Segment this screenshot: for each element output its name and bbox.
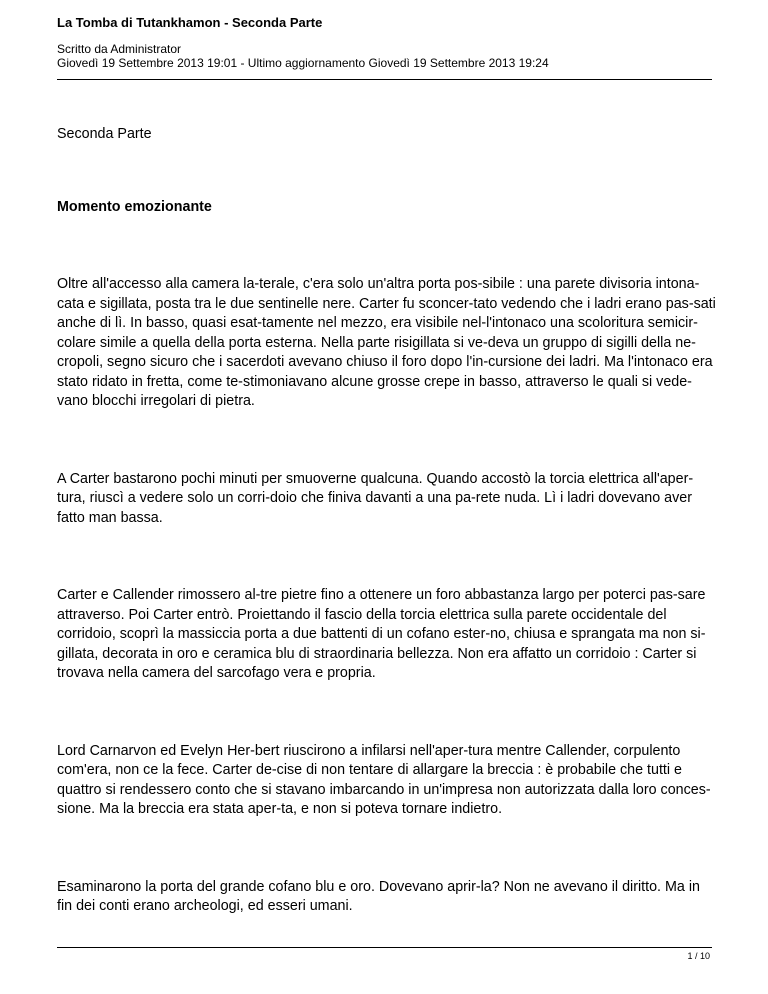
date-line: Giovedì 19 Settembre 2013 19:01 - Ultimo aggiornamento Giovedì 19 Settembre 2013 19:24 xyxy=(57,56,549,70)
header-divider xyxy=(57,79,712,80)
paragraph: Lord Carnarvon ed Evelyn Her-bert riuscirono a infilarsi nell'aper-tura mentre Callender, corpulento com'era, non ce la fece. Carter de-cise di non tentare di allargare la breccia : è probabile che tutti e quattro si rendessero conto che si stavano imbarcando in un'impresa non autorizzata dalla loro conces-sione. Ma la breccia era stata aper-ta, e non si poteva tornare indietro. xyxy=(57,742,711,817)
document-header xyxy=(57,14,712,70)
paragraph: Carter e Callender rimossero al-tre pietre fino a ottenere un foro abbastanza largo per poterci pas-sare attraverso. Poi Carter entrò. Proiettando il fascio della torcia elettrica sulla parete occidentale del corridoio, scoprì la massiccia porta a due battenti di un cofano ester-no, chiusa e sprangata ma non si-gillata, decorata in oro e ceramica blu di straordinaria bellezza. Non era affatto un corridoio : Carter si trovava nella camera del sarcofago vera e propria. xyxy=(57,587,706,681)
author-line: Scritto da Administrator xyxy=(57,42,182,56)
paragraph: Esaminarono la porta del grande cofano blu e oro. Dovevano aprir-la? Non ne avevano il diritto. Ma in fin dei conti erano archeologi, ed esseri umani. xyxy=(57,878,700,914)
page-number: 1 / 10 xyxy=(687,951,710,961)
paragraph: Oltre all'accesso alla camera la-terale, c'era solo un'altra porta pos-sibile : una parete divisoria intona-cata e sigillata, posta tra le due sentinelle nere. Carter fu sconcer-tato vedendo che i ladri erano pas-sati anche di lì. In basso, quasi esat-tamente nel mezzo, era visibile nel-l'intonaco una scoloritura semicir-colare simile a quella della porta esterna. Nella parte risigillata si ve-deva un gruppo di sigilli della ne-cropoli, segno sicuro che i sacerdoti avevano chiuso il foro dopo l'in-cursione dei ladri. Ma l'intonaco era stato ridato in fretta, come te-stimoniavano alcune grosse crepe in basso, attraverso le quali si vede-vano blocchi irregolari di pietra. xyxy=(57,276,716,409)
article-body xyxy=(57,125,717,917)
section-heading: Momento emozionante xyxy=(57,198,212,215)
document-title: La Tomba di Tutankhamon - Seconda Parte xyxy=(57,15,323,30)
paragraph: A Carter bastarono pochi minuti per smuoverne qualcuna. Quando accostò la torcia elettrica all'aper-tura, riuscì a vedere solo un corri-doio che finiva davanti a una pa-rete nuda. Lì i ladri dovevano aver fatto man bassa. xyxy=(57,470,694,526)
footer-divider xyxy=(57,947,712,948)
part-title: Seconda Parte xyxy=(57,126,152,142)
